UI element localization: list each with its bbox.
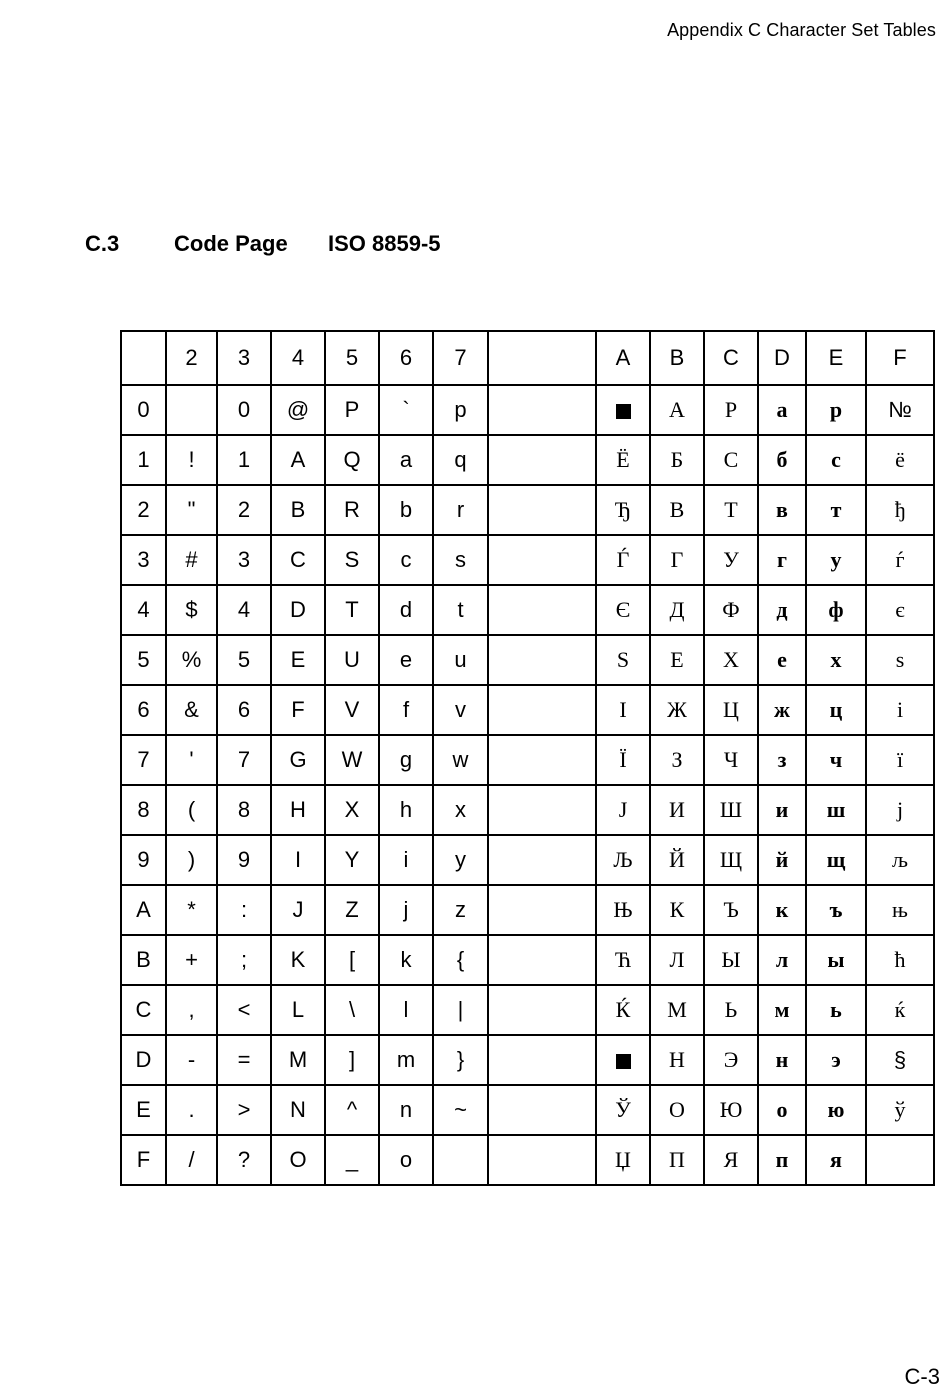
char-cell-69: i [379,835,433,885]
char-cell-C8: Ш [704,785,758,835]
char-cell-33: 3 [217,535,271,585]
table-row [121,1085,934,1135]
gap-cell [488,985,596,1035]
char-cell-49: I [271,835,325,885]
char-cell-D7: з [758,735,806,785]
gap-cell [488,685,596,735]
table-row [121,685,934,735]
gap-cell [488,331,596,385]
char-cell-CD: Э [704,1035,758,1085]
char-cell-4C: L [271,985,325,1035]
char-cell-70: p [433,385,488,435]
char-cell-AC: Ќ [596,985,650,1035]
char-cell-C3: У [704,535,758,585]
char-cell-A0 [596,385,650,435]
table-row [121,635,934,685]
char-cell-F5: ѕ [866,635,934,685]
table-row [121,785,934,835]
char-cell-D6: ж [758,685,806,735]
char-cell-BA: К [650,885,704,935]
char-cell-4F: O [271,1135,325,1185]
char-cell-62: b [379,485,433,535]
column-header-A: A [596,331,650,385]
gap-cell [488,535,596,585]
char-cell-39: 9 [217,835,271,885]
gap-cell [488,585,596,635]
char-cell-AB: Ћ [596,935,650,985]
char-cell-24: $ [166,585,217,635]
char-cell-66: f [379,685,433,735]
char-cell-F7: ї [866,735,934,785]
row-header-8: 8 [121,785,166,835]
column-header-C: C [704,331,758,385]
char-cell-BD: Н [650,1035,704,1085]
row-header-C: C [121,985,166,1035]
char-cell-E6: ц [806,685,866,735]
char-cell-78: x [433,785,488,835]
row-header-F: F [121,1135,166,1185]
char-cell-23: # [166,535,217,585]
char-cell-EB: ы [806,935,866,985]
char-cell-E5: х [806,635,866,685]
char-cell-A6: І [596,685,650,735]
char-cell-CB: Ы [704,935,758,985]
char-cell-C0: Р [704,385,758,435]
row-header-2: 2 [121,485,166,535]
char-cell-59: Y [325,835,379,885]
char-cell-C1: С [704,435,758,485]
char-cell-D4: д [758,585,806,635]
column-header-D: D [758,331,806,385]
char-cell-3B: ; [217,935,271,985]
column-header-2: 2 [166,331,217,385]
char-cell-5B: [ [325,935,379,985]
running-head: Appendix C Character Set Tables [667,20,936,40]
char-cell-37: 7 [217,735,271,785]
char-cell-53: S [325,535,379,585]
char-cell-BC: М [650,985,704,1035]
char-cell-AF: Џ [596,1135,650,1185]
char-cell-F9: љ [866,835,934,885]
char-cell-B6: Ж [650,685,704,735]
gap-cell [488,785,596,835]
char-cell-7C: | [433,985,488,1035]
char-cell-32: 2 [217,485,271,535]
char-cell-A7: Ї [596,735,650,785]
column-header-4: 4 [271,331,325,385]
char-cell-C2: Т [704,485,758,535]
char-cell-3F: ? [217,1135,271,1185]
gap-cell [488,1035,596,1085]
char-cell-27: ' [166,735,217,785]
char-cell-3D: = [217,1035,271,1085]
section-number: C.3 [85,231,120,256]
char-cell-F1: ё [866,435,934,485]
char-cell-BB: Л [650,935,704,985]
char-cell-A4: Є [596,585,650,635]
gap-cell [488,485,596,535]
char-cell-34: 4 [217,585,271,635]
char-cell-47: G [271,735,325,785]
row-header-6: 6 [121,685,166,735]
table-row [121,435,934,485]
char-cell-51: Q [325,435,379,485]
char-cell-6D: m [379,1035,433,1085]
char-cell-A9: Љ [596,835,650,885]
char-cell-7F [433,1135,488,1185]
char-cell-56: V [325,685,379,735]
section-label: Code Page [174,231,288,256]
gap-cell [488,635,596,685]
char-cell-3C: < [217,985,271,1035]
char-cell-61: a [379,435,433,485]
char-cell-D9: й [758,835,806,885]
char-cell-CE: Ю [704,1085,758,1135]
char-cell-E9: щ [806,835,866,885]
char-cell-3E: > [217,1085,271,1135]
gap-cell [488,935,596,985]
char-cell-6C: l [379,985,433,1035]
char-cell-FB: ћ [866,935,934,985]
char-cell-48: H [271,785,325,835]
char-cell-6E: n [379,1085,433,1135]
char-cell-D2: в [758,485,806,535]
char-cell-D3: г [758,535,806,585]
table-row [121,985,934,1035]
char-cell-2C: , [166,985,217,1035]
char-cell-BE: О [650,1085,704,1135]
char-cell-60: ` [379,385,433,435]
char-cell-E0: р [806,385,866,435]
char-cell-C6: Ц [704,685,758,735]
char-cell-A3: Ѓ [596,535,650,585]
char-cell-B3: Г [650,535,704,585]
char-cell-57: W [325,735,379,785]
row-header-4: 4 [121,585,166,635]
row-header-A: A [121,885,166,935]
char-cell-55: U [325,635,379,685]
char-cell-D0: а [758,385,806,435]
char-cell-73: s [433,535,488,585]
char-cell-FA: њ [866,885,934,935]
char-cell-C9: Щ [704,835,758,885]
gap-cell [488,1085,596,1135]
char-cell-CC: Ь [704,985,758,1035]
char-cell-21: ! [166,435,217,485]
char-cell-43: C [271,535,325,585]
char-cell-26: & [166,685,217,735]
char-cell-B1: Б [650,435,704,485]
column-header-B: B [650,331,704,385]
char-cell-2D: - [166,1035,217,1085]
table-row [121,1135,934,1185]
char-cell-E2: т [806,485,866,535]
char-cell-38: 8 [217,785,271,835]
char-cell-EF: я [806,1135,866,1185]
row-header-E: E [121,1085,166,1135]
column-header-6: 6 [379,331,433,385]
char-cell-41: A [271,435,325,485]
table-row [121,385,934,435]
column-header-F: F [866,331,934,385]
char-cell-29: ) [166,835,217,885]
char-cell-CA: Ъ [704,885,758,935]
char-cell-EE: ю [806,1085,866,1135]
row-header-D: D [121,1035,166,1085]
char-cell-79: y [433,835,488,885]
char-cell-AA: Њ [596,885,650,935]
column-header-7: 7 [433,331,488,385]
char-cell-52: R [325,485,379,535]
char-cell-B8: И [650,785,704,835]
char-cell-50: P [325,385,379,435]
char-cell-63: c [379,535,433,585]
char-cell-75: u [433,635,488,685]
table-row [121,735,934,785]
column-header-row [121,331,934,385]
row-header-3: 3 [121,535,166,585]
char-cell-F0: № [866,385,934,435]
char-cell-2B: + [166,935,217,985]
char-cell-E1: с [806,435,866,485]
char-cell-DE: о [758,1085,806,1135]
char-cell-7D: } [433,1035,488,1085]
gap-cell [488,735,596,785]
char-cell-6A: j [379,885,433,935]
char-cell-7B: { [433,935,488,985]
table-row [121,535,934,585]
char-cell-36: 6 [217,685,271,735]
char-cell-5C: \ [325,985,379,1035]
char-cell-FD: § [866,1035,934,1085]
char-cell-AE: Ў [596,1085,650,1135]
row-header-B: B [121,935,166,985]
row-header-5: 5 [121,635,166,685]
char-cell-EA: ъ [806,885,866,935]
char-cell-4B: K [271,935,325,985]
char-cell-D5: е [758,635,806,685]
row-header-0: 0 [121,385,166,435]
char-cell-F8: ј [866,785,934,835]
char-cell-AD [596,1035,650,1085]
char-cell-E8: ш [806,785,866,835]
char-cell-40: @ [271,385,325,435]
char-cell-7E: ~ [433,1085,488,1135]
char-cell-DD: н [758,1035,806,1085]
char-cell-A2: Ђ [596,485,650,535]
char-cell-E7: ч [806,735,866,785]
char-cell-5F: _ [325,1135,379,1185]
row-header-1: 1 [121,435,166,485]
char-cell-45: E [271,635,325,685]
char-cell-B0: А [650,385,704,435]
char-cell-5E: ^ [325,1085,379,1135]
control-square-icon [616,404,631,419]
char-cell-54: T [325,585,379,635]
table-row [121,835,934,885]
char-cell-A1: Ё [596,435,650,485]
char-cell-20 [166,385,217,435]
char-cell-D8: и [758,785,806,835]
char-cell-B9: Й [650,835,704,885]
char-cell-C5: Х [704,635,758,685]
char-cell-65: e [379,635,433,685]
char-cell-C4: Ф [704,585,758,635]
row-header-7: 7 [121,735,166,785]
char-cell-35: 5 [217,635,271,685]
char-cell-31: 1 [217,435,271,485]
char-cell-FF [866,1135,934,1185]
char-cell-2A: * [166,885,217,935]
page-number: C-3 [904,1364,940,1389]
char-cell-46: F [271,685,325,735]
char-cell-F2: ђ [866,485,934,535]
char-cell-B7: З [650,735,704,785]
char-cell-42: B [271,485,325,535]
gap-cell [488,1135,596,1185]
char-cell-DC: м [758,985,806,1035]
char-cell-4E: N [271,1085,325,1135]
char-cell-EC: ь [806,985,866,1035]
char-cell-67: g [379,735,433,785]
char-cell-3A: : [217,885,271,935]
column-header-E: E [806,331,866,385]
char-cell-A8: Ј [596,785,650,835]
char-cell-58: X [325,785,379,835]
char-cell-A5: Ѕ [596,635,650,685]
gap-cell [488,385,596,435]
char-cell-FC: ќ [866,985,934,1035]
char-cell-BF: П [650,1135,704,1185]
char-cell-B2: В [650,485,704,535]
char-cell-6B: k [379,935,433,985]
table-row [121,1035,934,1085]
char-cell-72: r [433,485,488,535]
gap-cell [488,885,596,935]
table-row [121,585,934,635]
char-cell-77: w [433,735,488,785]
char-cell-5D: ] [325,1035,379,1085]
char-cell-E3: у [806,535,866,585]
column-header-5: 5 [325,331,379,385]
gap-cell [488,435,596,485]
char-cell-22: " [166,485,217,535]
char-cell-B4: Д [650,585,704,635]
char-cell-74: t [433,585,488,635]
char-cell-30: 0 [217,385,271,435]
char-cell-F6: і [866,685,934,735]
char-cell-FE: ў [866,1085,934,1135]
code-page-name: ISO 8859-5 [328,231,441,256]
char-cell-71: q [433,435,488,485]
table-row [121,935,934,985]
table-row [121,485,934,535]
char-cell-DA: к [758,885,806,935]
char-cell-4A: J [271,885,325,935]
character-set-table [120,330,935,1186]
char-cell-2E: . [166,1085,217,1135]
char-cell-44: D [271,585,325,635]
char-cell-ED: э [806,1035,866,1085]
char-cell-6F: o [379,1135,433,1185]
char-cell-DF: п [758,1135,806,1185]
char-cell-5A: Z [325,885,379,935]
char-cell-DB: л [758,935,806,985]
char-cell-B5: Е [650,635,704,685]
table-row [121,885,934,935]
char-cell-7A: z [433,885,488,935]
char-cell-64: d [379,585,433,635]
char-cell-68: h [379,785,433,835]
char-cell-4D: M [271,1035,325,1085]
char-cell-F3: ѓ [866,535,934,585]
control-square-icon [616,1054,631,1069]
column-header-3: 3 [217,331,271,385]
char-cell-E4: ф [806,585,866,635]
char-cell-76: v [433,685,488,735]
char-cell-28: ( [166,785,217,835]
char-cell-F4: є [866,585,934,635]
gap-cell [488,835,596,885]
char-cell-CF: Я [704,1135,758,1185]
corner-cell [121,331,166,385]
char-cell-D1: б [758,435,806,485]
char-cell-2F: / [166,1135,217,1185]
char-cell-C7: Ч [704,735,758,785]
char-cell-25: % [166,635,217,685]
row-header-9: 9 [121,835,166,885]
